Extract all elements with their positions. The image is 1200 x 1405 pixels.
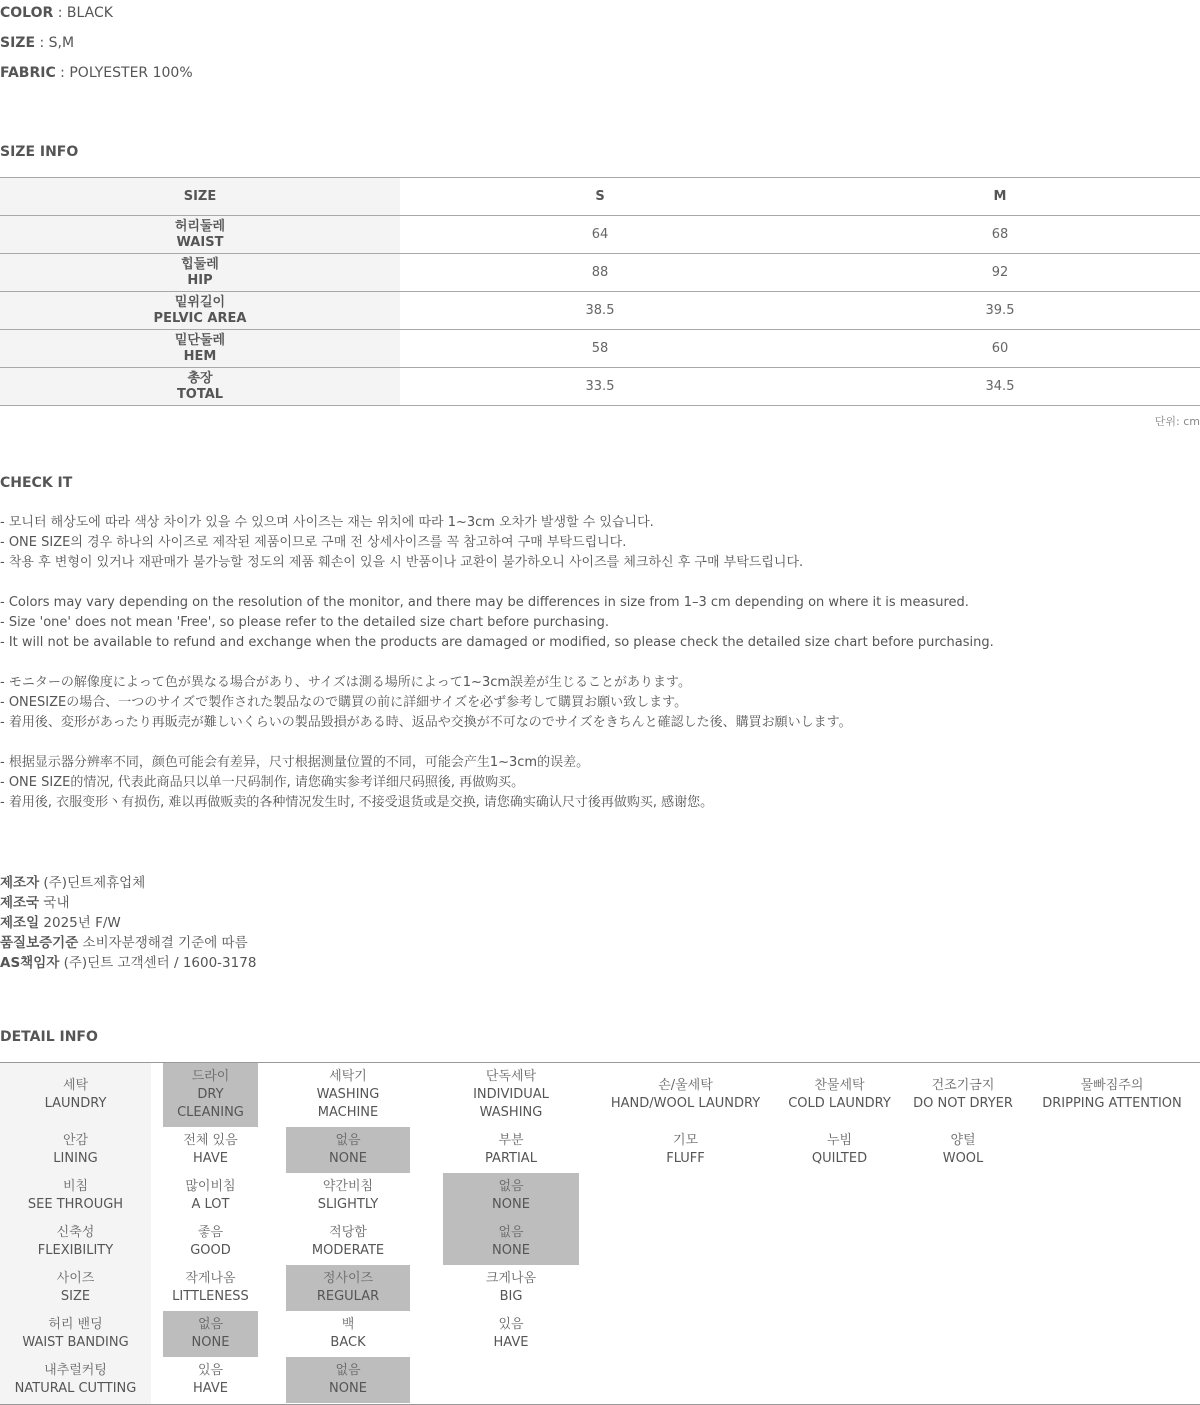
detail-option-en: HAVE xyxy=(193,1151,228,1166)
size-value-cell: 88 xyxy=(400,254,800,292)
spec-label: COLOR xyxy=(0,5,54,21)
detail-option-ko: 없음 xyxy=(498,1179,524,1194)
detail-option-en: MODERATE xyxy=(311,1243,385,1258)
detail-row-label-ko: 비침 xyxy=(62,1179,89,1194)
size-table-row xyxy=(0,216,1200,254)
detail-info-title: DETAIL INFO xyxy=(0,1029,98,1045)
detail-option-ko: 크게나옴 xyxy=(485,1271,537,1286)
check-it-title: CHECK IT xyxy=(0,475,73,491)
detail-row-label xyxy=(0,1357,151,1403)
size-row-label-ko: 힙둘레 xyxy=(181,256,219,272)
detail-option-ko: 적당함 xyxy=(329,1225,367,1240)
detail-option-ko: 세탁기 xyxy=(329,1069,367,1084)
detail-option-en: DRIPPING ATTENTION xyxy=(1042,1096,1182,1111)
detail-option-en: HAVE xyxy=(493,1335,529,1350)
manufacturer-value: (주)딘트 고객센터 / 1600-3178 xyxy=(59,955,257,971)
detail-row-label-en: FLEXIBILITY xyxy=(37,1243,114,1258)
detail-option-selected xyxy=(443,1173,579,1219)
detail-option-en: QUILTED xyxy=(811,1151,868,1166)
detail-option-en: NONE xyxy=(492,1197,530,1212)
detail-option-en: COLD LAUNDRY xyxy=(788,1096,891,1111)
size-value-cell: 33.5 xyxy=(400,368,800,406)
detail-option-en: HAVE xyxy=(193,1381,228,1396)
detail-option xyxy=(286,1219,410,1265)
detail-option-en: BACK xyxy=(330,1335,366,1350)
size-value-cell: 60 xyxy=(800,330,1200,368)
size-row-label-en: HEM xyxy=(183,348,217,364)
size-header-cell: S xyxy=(400,178,800,216)
notice-line: - 착용 후 변형이 있거나 재판매가 불가능할 정도의 제품 훼손이 있을 시 반품이나 교환이 불가하오니 사이즈를 체크하신 후 구매 부탁드립니다. xyxy=(0,555,804,570)
detail-option-ko: 없음 xyxy=(197,1317,224,1332)
size-header-cell: SIZE xyxy=(0,178,400,216)
detail-option-ko: 없음 xyxy=(498,1225,524,1240)
detail-row-label xyxy=(0,1311,151,1357)
detail-row-label xyxy=(0,1173,151,1219)
detail-option-ko: 찬물세탁 xyxy=(814,1078,865,1093)
unit-note: 단위: cm xyxy=(1154,415,1200,428)
size-row-label-en: TOTAL xyxy=(176,386,224,402)
size-row-label-ko: 밑위길이 xyxy=(174,294,226,310)
manufacturer-row xyxy=(0,913,256,933)
size-table-row xyxy=(0,368,1200,406)
manufacturer-label: 제조국 xyxy=(0,895,40,911)
detail-option xyxy=(907,1063,1019,1127)
detail-option-ko: 없음 xyxy=(335,1363,361,1378)
spec-value: : BLACK xyxy=(53,5,113,21)
detail-row-label-en: NATURAL CUTTING xyxy=(14,1381,137,1396)
size-value-cell: 68 xyxy=(800,216,1200,254)
detail-option xyxy=(1029,1063,1195,1127)
detail-row-label-en: LAUNDRY xyxy=(44,1096,107,1111)
manufacturer-row xyxy=(0,893,256,913)
notice-line: - モニターの解像度によって色が異なる場合があり、サイズは測る場所によって1~3cm誤差が生じることがあります。 xyxy=(0,675,691,690)
notice-group xyxy=(0,753,994,813)
size-value-cell: 64 xyxy=(400,216,800,254)
detail-option-ko: 없음 xyxy=(335,1133,361,1148)
detail-option-ko: 있음 xyxy=(498,1317,524,1332)
notice-line: - Size 'one' does not mean 'Free', so please refer to the detailed size chart before purchasing. xyxy=(0,615,610,630)
manufacturer-row xyxy=(0,873,256,893)
spec-color xyxy=(0,5,113,21)
detail-option-ko: 양털 xyxy=(950,1133,976,1148)
detail-option-en: DO NOT DRYER xyxy=(913,1096,1013,1111)
detail-option-en: SLIGHTLY xyxy=(317,1197,379,1212)
manufacturer-label: 제조자 xyxy=(0,875,40,891)
size-row-label-en: HIP xyxy=(187,272,213,288)
detail-option-en: LITTLENESS xyxy=(172,1289,249,1304)
detail-option-en: GOOD xyxy=(190,1243,231,1258)
detail-row-label xyxy=(0,1127,151,1173)
size-value-cell: 38.5 xyxy=(400,292,800,330)
notice-group xyxy=(0,673,994,733)
detail-option-en: NONE xyxy=(329,1381,367,1396)
detail-option-ko: 손/울세탁 xyxy=(658,1078,713,1093)
detail-row-label-en: SIZE xyxy=(60,1289,91,1304)
manufacturer-label: 품질보증기준 xyxy=(0,935,79,951)
detail-option-en: HAND/WOOL LAUNDRY xyxy=(610,1096,761,1111)
detail-option-selected xyxy=(163,1311,258,1357)
detail-option xyxy=(286,1173,410,1219)
size-row-label-en: WAIST xyxy=(176,234,224,250)
detail-info-grid xyxy=(0,1062,1200,1405)
size-table-row xyxy=(0,292,1200,330)
detail-row-label-ko: 안감 xyxy=(62,1133,89,1148)
size-value-cell: 34.5 xyxy=(800,368,1200,406)
detail-option-en: A LOT xyxy=(191,1197,230,1212)
detail-option-ko: 정사이즈 xyxy=(322,1271,374,1286)
detail-option-en: NONE xyxy=(329,1151,367,1166)
detail-option-en: PARTIAL xyxy=(485,1151,537,1166)
detail-option xyxy=(443,1311,579,1357)
spec-label: FABRIC xyxy=(0,65,56,81)
detail-option-ko: 작게나옴 xyxy=(185,1271,236,1286)
detail-option-ko: 좋음 xyxy=(197,1225,224,1240)
size-row-label xyxy=(0,254,400,292)
size-table-row xyxy=(0,330,1200,368)
notice-group xyxy=(0,513,994,573)
detail-option-ko: 물빠짐주의 xyxy=(1080,1078,1144,1093)
notice-line: - 着用後, 衣服变形丶有损伤, 难以再做贩卖的各种情况发生时, 不接受退货或是交换, 请您确实确认尺寸後再做购买, 感谢您。 xyxy=(0,795,714,810)
detail-row-label-ko: 허리 밴딩 xyxy=(48,1317,103,1332)
detail-option xyxy=(781,1127,898,1173)
detail-option xyxy=(286,1063,410,1127)
detail-option-ko: 드라이 xyxy=(191,1069,230,1084)
detail-option xyxy=(603,1127,768,1173)
detail-option-ko: 부분 xyxy=(498,1133,524,1148)
detail-option xyxy=(163,1219,258,1265)
detail-option-selected xyxy=(286,1265,410,1311)
manufacturer-label: AS책임자 xyxy=(0,955,60,971)
size-header-cell: M xyxy=(800,178,1200,216)
detail-option-ko: 있음 xyxy=(197,1363,224,1378)
detail-option xyxy=(163,1127,258,1173)
check-it-notes xyxy=(0,513,994,833)
manufacturer-row xyxy=(0,953,256,973)
detail-option xyxy=(443,1265,579,1311)
manufacturer-info xyxy=(0,873,256,973)
size-value-cell: 58 xyxy=(400,330,800,368)
detail-option-en: INDIVIDUAL WASHING xyxy=(473,1087,549,1120)
detail-row-label-en: SEE THROUGH xyxy=(27,1197,124,1212)
manufacturer-row xyxy=(0,933,256,953)
detail-option-ko: 백 xyxy=(341,1317,355,1332)
detail-row-label-ko: 세탁 xyxy=(62,1078,89,1093)
detail-row-label-en: LINING xyxy=(53,1151,98,1166)
detail-option xyxy=(163,1357,258,1403)
detail-option-selected xyxy=(443,1219,579,1265)
detail-row-label-ko: 내추럴커팅 xyxy=(44,1363,107,1378)
notice-line: - Colors may vary depending on the resolution of the monitor, and there may be differences in size from 1–3 cm depending on where it is measured. xyxy=(0,595,969,610)
spec-value: : POLYESTER 100% xyxy=(55,65,193,81)
detail-option-ko: 약간비침 xyxy=(322,1179,374,1194)
detail-option-en: NONE xyxy=(492,1243,530,1258)
detail-option-en: NONE xyxy=(191,1335,230,1350)
size-row-label-ko: 허리둘레 xyxy=(174,218,226,234)
size-row-label-ko: 밑단둘레 xyxy=(174,332,226,348)
spec-value: : S,M xyxy=(35,35,75,51)
manufacturer-value: 2025년 F/W xyxy=(39,915,121,931)
detail-option-selected xyxy=(163,1063,258,1127)
detail-option-selected xyxy=(286,1357,410,1403)
detail-option-ko: 많이비침 xyxy=(185,1179,236,1194)
size-table-row xyxy=(0,254,1200,292)
notice-line: - 모니터 해상도에 따라 색상 차이가 있을 수 있으며 사이즈는 재는 위치에 따라 1~3cm 오차가 발생할 수 있습니다. xyxy=(0,515,654,530)
detail-option xyxy=(443,1127,579,1173)
detail-option-ko: 기모 xyxy=(672,1133,699,1148)
spec-size xyxy=(0,35,74,51)
detail-option-en: BIG xyxy=(499,1289,523,1304)
notice-line: - ONE SIZE의 경우 하나의 사이즈로 제작된 제품이므로 구매 전 상세사이즈를 꼭 참고하여 구매 부탁드립니다. xyxy=(0,535,627,550)
spec-fabric xyxy=(0,65,193,81)
size-info-title: SIZE INFO xyxy=(0,144,79,160)
size-value-cell: 92 xyxy=(800,254,1200,292)
manufacturer-value: 국내 xyxy=(39,895,70,911)
detail-row-label-ko: 사이즈 xyxy=(56,1271,95,1286)
manufacturer-label: 제조일 xyxy=(0,915,40,931)
detail-option-selected xyxy=(286,1127,410,1173)
detail-row-label xyxy=(0,1219,151,1265)
size-row-label-ko: 총장 xyxy=(187,370,213,386)
size-row-label xyxy=(0,292,400,330)
size-row-label xyxy=(0,330,400,368)
detail-option xyxy=(286,1311,410,1357)
notice-line: - It will not be available to refund and exchange when the products are damaged or modified, so please check the detailed size chart before purchasing. xyxy=(0,635,994,650)
notice-line: - 着用後、変形があったり再販売が難しいくらいの製品毀損がある時、返品や交換が不可なのでサイズをきちんと確認した後、購買お願いします。 xyxy=(0,715,852,730)
notice-group xyxy=(0,593,994,653)
size-row-label-en: PELVIC AREA xyxy=(153,310,247,326)
notice-line: - 根据显示器分辨率不同，颜色可能会有差异，尺寸根据测量位置的不同，可能会产生1~3cm的误差。 xyxy=(0,755,590,770)
detail-row-label xyxy=(0,1265,151,1311)
size-row-label xyxy=(0,216,400,254)
size-value-cell: 39.5 xyxy=(800,292,1200,330)
detail-option-en: FLUFF xyxy=(666,1151,705,1166)
size-table xyxy=(0,177,1200,406)
detail-option xyxy=(163,1173,258,1219)
detail-option-en: WASHING MACHINE xyxy=(316,1087,380,1120)
detail-option-ko: 단독세탁 xyxy=(485,1069,537,1084)
detail-option xyxy=(443,1063,579,1127)
detail-option xyxy=(781,1063,898,1127)
manufacturer-value: 소비자분쟁해결 기준에 따름 xyxy=(78,935,248,951)
detail-option-en: REGULAR xyxy=(316,1289,380,1304)
manufacturer-value: (주)딘트제휴업체 xyxy=(39,875,146,891)
detail-option-en: DRY CLEANING xyxy=(177,1087,244,1120)
detail-option-ko: 건조기금지 xyxy=(931,1078,995,1093)
size-table-header xyxy=(0,178,1200,216)
notice-line: - ONE SIZE的情况, 代表此商品只以单一尺码制作, 请您确实参考详细尺码照後, 再做购买。 xyxy=(0,775,525,790)
detail-option xyxy=(603,1063,768,1127)
detail-option-ko: 누빔 xyxy=(826,1133,853,1148)
detail-row-label xyxy=(0,1063,151,1127)
detail-row-label-ko: 신축성 xyxy=(56,1225,95,1240)
detail-option-ko: 전체 있음 xyxy=(183,1133,238,1148)
detail-option-en: WOOL xyxy=(942,1151,984,1166)
detail-option xyxy=(163,1265,258,1311)
notice-line: - ONESIZEの場合、一つのサイズで製作された製品なので購買の前に詳細サイズを必ず参考して購買お願い致します。 xyxy=(0,695,688,710)
detail-option xyxy=(907,1127,1019,1173)
size-row-label xyxy=(0,368,400,406)
detail-row-label-en: WAIST BANDING xyxy=(22,1335,129,1350)
spec-label: SIZE xyxy=(0,35,36,51)
